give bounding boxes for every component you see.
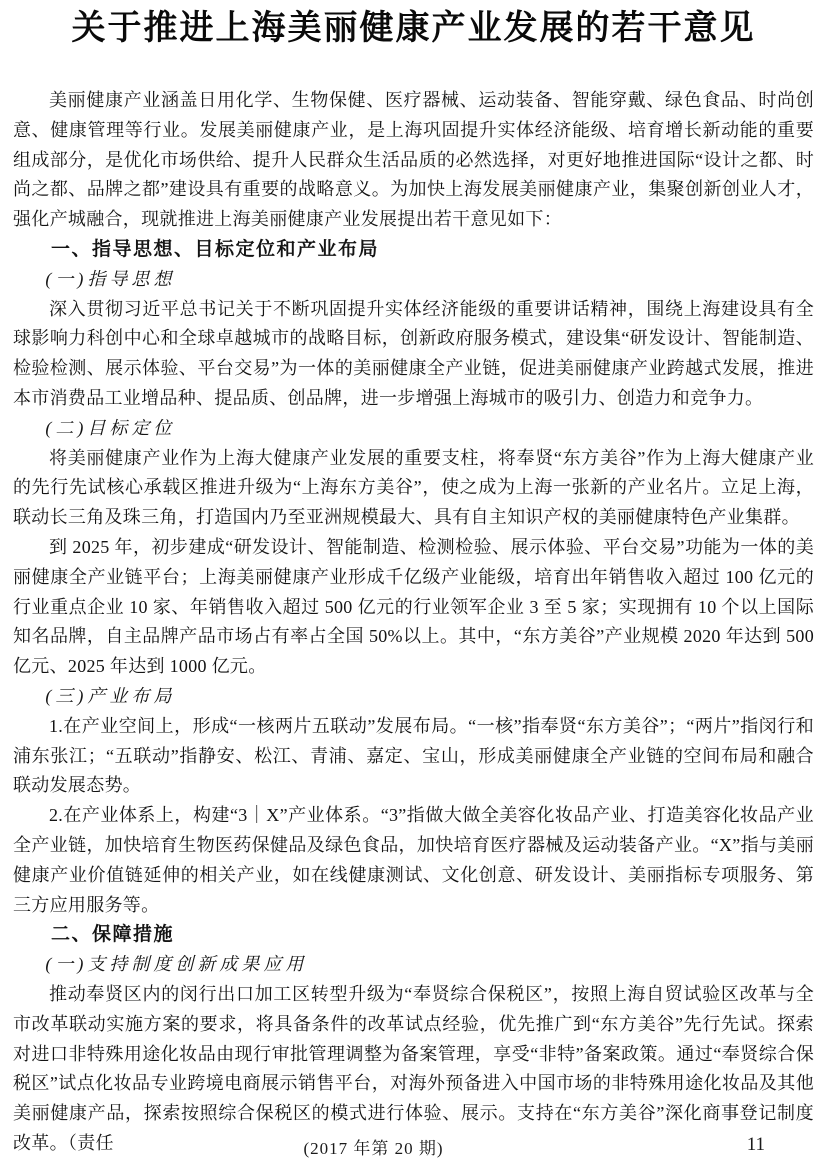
section-heading-1: 一、指导思想、目标定位和产业布局 xyxy=(51,238,380,260)
paragraph-guiding-ideology: 深入贯彻习近平总书记关于不断巩固提升实体经济能级的重要讲话精神，围绕上海建设具有全球影响力科创中心和全球卓越城市的战略目标，创新政府服务模式，建设集“研发设计、智能制造、检验检测、展示体验、平台交易”为一体的美丽健康全产业链，促进美丽健康产业跨越式发展，推进本市消费品工业增品种、提品质、创品牌，进一步增强上海城市的吸引力、创造力和竞争力。 xyxy=(13,298,814,408)
paragraph-target-positioning-1: 将美丽健康产业作为上海大健康产业发展的重要支柱，将奉贤“东方美谷”作为上海大健康产业的先行先试核心承载区推进升级为“上海东方美谷”，使之成为上海一张新的产业名片。立足上海，联动长三角及珠三角，打造国内乃至亚洲规模最大、具有自主知识产权的美丽健康特色产业集群。 xyxy=(13,447,814,528)
page-number: 11 xyxy=(746,1134,765,1155)
page-footer xyxy=(0,1134,827,1160)
section-heading-2: 二、保障措施 xyxy=(51,924,175,946)
page-title: 关于推进上海美丽健康产业发展的若干意见 xyxy=(71,10,756,47)
sub-heading-industry-layout: (三)产业布局 xyxy=(45,685,176,706)
paragraph-target-positioning-2: 到 2025 年，初步建成“研发设计、智能制造、检测检验、展示体验、平台交易”功能为一体的美丽健康全产业链平台；上海美丽健康产业形成千亿级产业能级，培育出年销售收入超过 100 亿元的行业重点企业 10 家、年销售收入超过 500 亿元的行业领军企业 3 至 5 家；实现拥有 10 个以上国际知名品牌，自主品牌产品市场占有率占全国 50%以上。其中，“东方美谷”产业规模 2020 年达到 500 亿元、2025 年达到 1000 亿元。 xyxy=(13,536,814,677)
paragraph-intro: 美丽健康产业涵盖日用化学、生物保健、医疗器械、运动装备、智能穿戴、绿色食品、时尚创意、健康管理等行业。发展美丽健康产业，是上海巩固提升实体经济能级、培育增长新动能的重要组成部分，是优化市场供给、提升人民群众生活品质的必然选择，对更好地推进国际“设计之都、时尚之都、品牌之都”建设具有重要的战略意义。为加快上海发展美丽健康产业，集聚创新创业人才，强化产城融合，现就推进上海美丽健康产业发展提出若干意见如下： xyxy=(13,90,814,230)
paragraph-industry-layout-1: 1.在产业空间上，形成“一核两片五联动”发展布局。“一核”指奉贤“东方美谷”；“两片”指闵行和浦东张江；“五联动”指静安、松江、青浦、嘉定、宝山，形成美丽健康全产业链的空间布局和融合联动发展态势。 xyxy=(13,715,814,796)
sub-heading-institutional-innovation: (一)支持制度创新成果应用 xyxy=(45,954,308,975)
sub-heading-guiding-ideology: (一)指导思想 xyxy=(45,268,176,289)
footer-issue-label: (2017 年第 20 期) xyxy=(303,1139,444,1158)
document-body xyxy=(13,86,814,1159)
sub-heading-target-positioning: (二)目标定位 xyxy=(45,417,176,438)
paragraph-institutional-innovation: 推动奉贤区内的闵行出口加工区转型升级为“奉贤综合保税区”，按照上海自贸试验区改革与全市改革联动实施方案的要求，将具备条件的改革试点经验，优先推广到“东方美谷”先行先试。探索对进口非特殊用途化妆品由现行审批管理调整为备案管理，享受“非特”备案政策。通过“奉贤综合保税区”试点化妆品专业跨境电商展示销售平台，对海外预备进入中国市场的非特殊用途化妆品及其他美丽健康产品，探索按照综合保税区的模式进行体验、展示。支持在“东方美谷”深化商事登记制度改革。（责任 xyxy=(13,983,814,1153)
paragraph-industry-layout-2: 2.在产业体系上，构建“3｜X”产业体系。“3”指做大做全美容化妆品产业、打造美容化妆品产业全产业链，加快培育生物医药保健品及绿色食品，加快培育医疗器械及运动装备产业。“X”指与美丽健康产业价值链延伸的相关产业，如在线健康测试、文化创意、研发设计、美丽指标专项服务、第三方应用服务等。 xyxy=(13,805,814,915)
